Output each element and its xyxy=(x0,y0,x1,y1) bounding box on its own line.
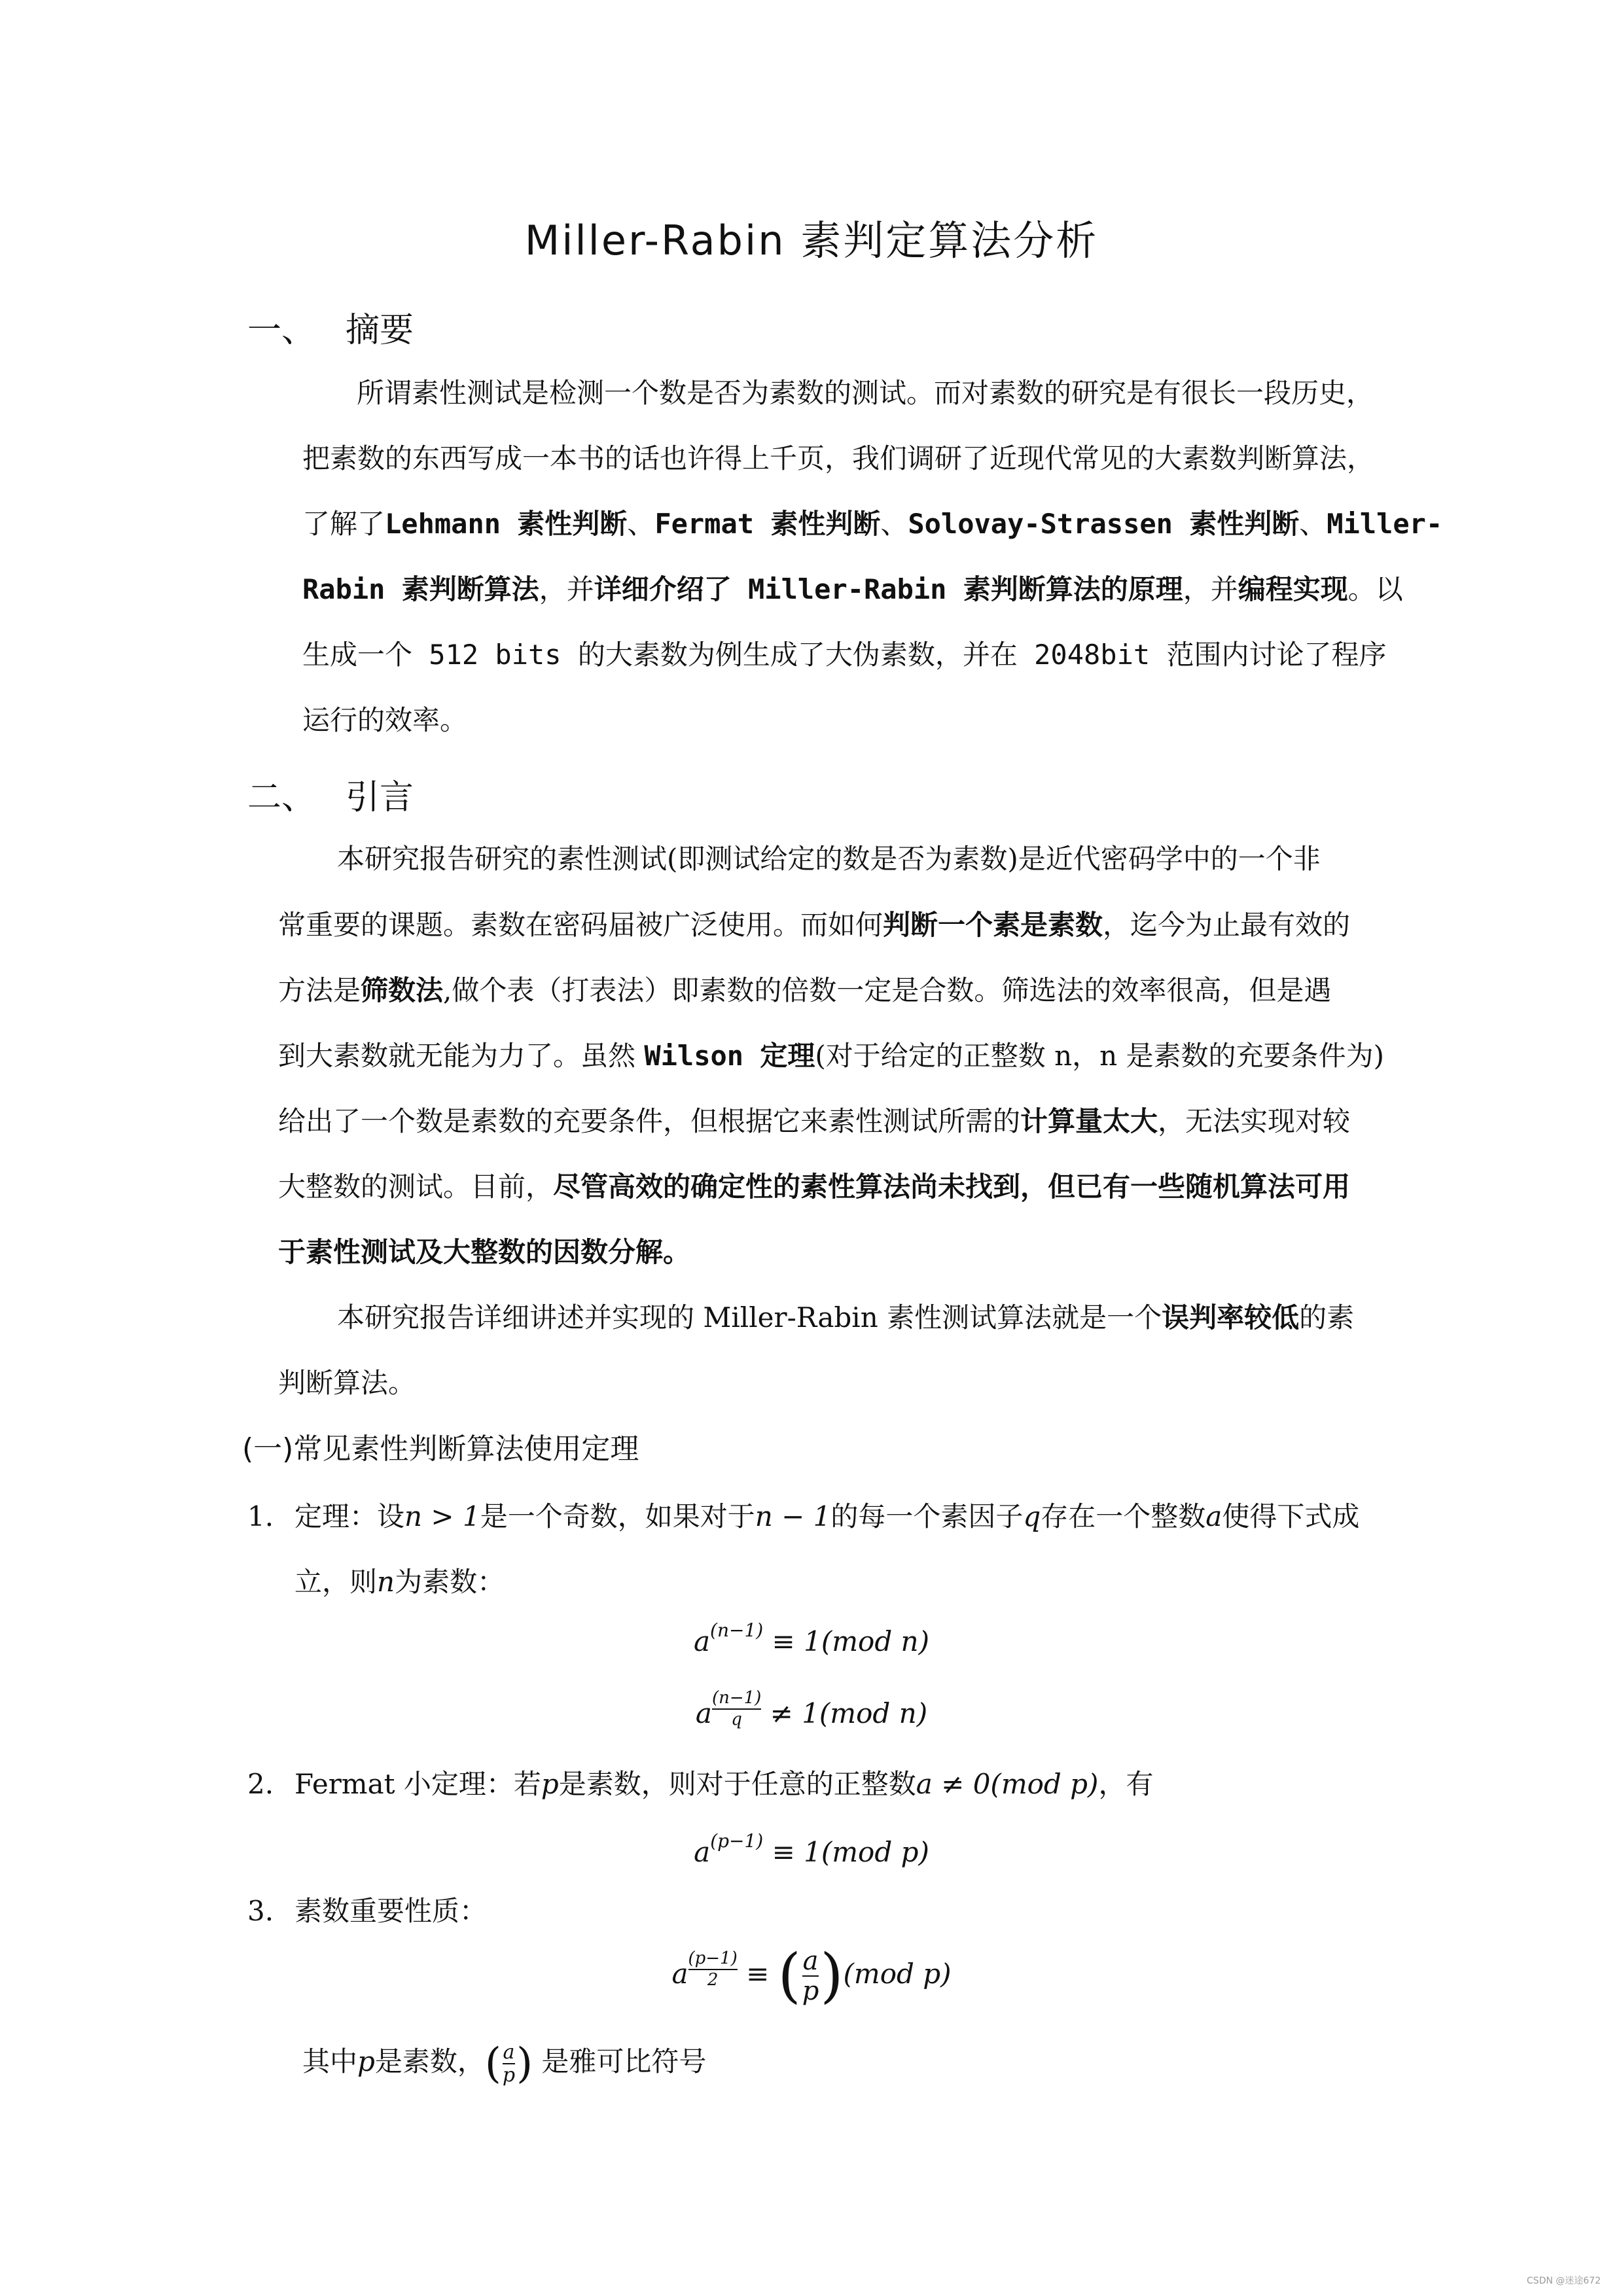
fraction-denominator: p xyxy=(502,2064,516,2087)
legendre-symbol: ( a p ) xyxy=(777,1941,844,2010)
bold-text: Lehmann 素性判断 xyxy=(385,508,628,540)
bold-text: 筛数法 xyxy=(361,974,444,1006)
paragraph-line xyxy=(337,1301,1355,1333)
fraction-numerator: a xyxy=(802,1946,819,1976)
list-number: 1. xyxy=(247,1500,274,1532)
math-expression: (mod p) xyxy=(843,1958,952,1990)
paragraph-line: 所谓素性测试是检测一个数是否为素数的测试。而对素数的研究是有很长一段历史， xyxy=(357,377,1374,409)
paragraph-line: 判断算法。 xyxy=(278,1367,416,1399)
math-inline: n xyxy=(377,1566,395,1598)
watermark: CSDN @迷途672 xyxy=(1526,2276,1601,2286)
bold-text: Rabin 素判断算法 xyxy=(302,573,539,605)
math-inline: n − 1 xyxy=(755,1500,831,1532)
text-run: 是雅可比符号 xyxy=(533,2045,707,2077)
paragraph-line: 本研究报告研究的素性测试(即测试给定的数是否为素数)是近代密码学中的一个非 xyxy=(337,843,1321,875)
paragraph-line xyxy=(278,1173,1350,1201)
bold-text: Fermat 素性判断 xyxy=(654,508,881,540)
text-run: 大整数的测试。目前， xyxy=(278,1171,554,1203)
text-run: (对于给定的正整数 n，n 是素数的充要条件为) xyxy=(815,1040,1384,1072)
text-run: 方法是 xyxy=(278,974,361,1006)
math-operator: ≡ xyxy=(737,1958,778,1990)
text-run: ，迄今为止最有效的 xyxy=(1103,909,1351,941)
equation xyxy=(0,1832,1623,1866)
text-run: ，有 xyxy=(1098,1768,1154,1800)
text-run: 、 xyxy=(880,508,908,540)
bold-text: 详细介绍了 Miller-Rabin 素判断算法的原理 xyxy=(594,573,1183,605)
text-run: ，并 xyxy=(539,573,594,605)
section-heading-introduction xyxy=(247,769,414,819)
text-run: ,做个表（打表法）即素数的倍数一定是合数。筛选法的效率很高，但是遇 xyxy=(443,974,1332,1006)
paragraph-line xyxy=(278,974,1332,1006)
math-exponent: (p−1) xyxy=(710,1830,764,1852)
text-run: 其中 xyxy=(302,2045,358,2077)
bold-text: 判断一个素是素数 xyxy=(883,909,1103,941)
paragraph-line: 把素数的东西写成一本书的话也许得上千页，我们调研了近现代常见的大素数判断算法， xyxy=(302,442,1375,474)
bold-text: 计算量太大 xyxy=(1020,1105,1158,1137)
math-base: a xyxy=(695,1697,712,1729)
text-run: 了解了 xyxy=(302,508,385,540)
list-number: 3. xyxy=(247,1895,274,1927)
paragraph-line xyxy=(302,573,1403,605)
math-inline: p xyxy=(357,2045,375,2077)
text-run: 的每一个素因子 xyxy=(830,1500,1024,1532)
text-run: ，无法实现对较 xyxy=(1158,1105,1351,1137)
bold-text: 误判率较低 xyxy=(1162,1301,1300,1333)
text-run: 是素数，则对于任意的正整数 xyxy=(558,1768,916,1800)
document-title: Miller-Rabin 素判定算法分析 xyxy=(524,217,1099,264)
text-run: 是素数， xyxy=(374,2045,485,2077)
math-expression: ≡ 1(mod n) xyxy=(763,1625,929,1657)
list-item-line: 素数重要性质： xyxy=(294,1895,488,1927)
text-run: 。以 xyxy=(1347,573,1403,605)
paragraph-line xyxy=(278,1236,691,1268)
text-run: ，并 xyxy=(1183,573,1238,605)
text-run: 是一个奇数，如果对于 xyxy=(480,1500,755,1532)
note-line xyxy=(302,2041,706,2086)
paragraph-line: 运行的效率。 xyxy=(302,704,468,736)
section-number: 一、 xyxy=(247,311,316,350)
text-run: 常重要的课题。素数在密码届被广泛使用。而如何 xyxy=(278,909,883,941)
equation xyxy=(0,1941,1623,2010)
list-number: 2. xyxy=(247,1768,274,1800)
math-inline: a ≠ 0(mod p) xyxy=(916,1768,1099,1800)
subsection-heading: (一)常见素性判断算法使用定理 xyxy=(242,1432,639,1466)
math-base: a xyxy=(671,1958,688,1990)
bold-text: 于素性测试及大整数的因数分解。 xyxy=(278,1236,691,1268)
text-run: 存在一个整数 xyxy=(1041,1500,1206,1532)
jacobi-symbol: ( a p ) xyxy=(484,2040,533,2088)
math-exponent: (n−1) xyxy=(710,1619,764,1641)
fraction-denominator: 2 xyxy=(707,1970,719,1990)
paragraph-line xyxy=(278,1042,1384,1070)
fraction-numerator: a xyxy=(503,2041,515,2064)
fraction-denominator: p xyxy=(802,1976,819,2006)
fraction-exponent xyxy=(688,1950,738,1990)
list-item-line xyxy=(294,1568,505,1596)
bold-text: Miller- xyxy=(1327,508,1443,540)
math-base: a xyxy=(694,1836,711,1868)
text-run: 给出了一个数是素数的充要条件，但根据它来素性测试所需的 xyxy=(278,1105,1021,1137)
bold-text: Solovay-Strassen 素性判断 xyxy=(908,508,1300,540)
math-inline: a xyxy=(1205,1500,1222,1532)
text-run: Fermat 小定理：若 xyxy=(294,1768,541,1800)
paragraph-line: 生成一个 512 bits 的大素数为例生成了大伪素数，并在 2048bit 范围内讨论了程序 xyxy=(302,639,1387,671)
math-expression: ≠ 1(mod n) xyxy=(761,1697,928,1729)
text-run: 定理：设 xyxy=(294,1500,405,1532)
text-run: 到大素数就无能为力了。虽然 xyxy=(278,1040,645,1072)
fraction-denominator: q xyxy=(731,1710,742,1730)
math-inline: p xyxy=(541,1768,559,1800)
bold-text: 尽管高效的确定性的素性算法尚未找到，但已有一些随机算法可用 xyxy=(553,1171,1351,1203)
equation xyxy=(0,1689,1623,1729)
text-run: 本研究报告详细讲述并实现的 Miller-Rabin 素性测试算法就是一个 xyxy=(337,1301,1162,1333)
math-inline: n > 1 xyxy=(404,1500,480,1532)
fraction-numerator: (p−1) xyxy=(688,1949,738,1968)
fraction-exponent xyxy=(712,1689,761,1729)
section-title: 摘要 xyxy=(346,311,414,350)
paragraph-line xyxy=(278,911,1350,939)
text-run: 为素数： xyxy=(395,1566,505,1598)
text-run: 、 xyxy=(627,508,655,540)
bold-text: 编程实现 xyxy=(1238,573,1348,605)
section-number: 二、 xyxy=(247,778,316,817)
list-item-line xyxy=(294,1768,1154,1800)
fraction-numerator: (n−1) xyxy=(711,1688,762,1708)
text-run: 使得下式成 xyxy=(1222,1500,1360,1532)
math-expression: ≡ 1(mod p) xyxy=(763,1836,929,1868)
math-inline: q xyxy=(1023,1500,1041,1532)
paragraph-line xyxy=(302,510,1442,538)
paragraph-line xyxy=(278,1105,1351,1137)
equation xyxy=(0,1621,1623,1655)
section-title: 引言 xyxy=(346,778,414,817)
text-run: 、 xyxy=(1299,508,1327,540)
list-item-line xyxy=(294,1500,1360,1532)
text-run: 的素 xyxy=(1299,1301,1355,1333)
bold-text: Wilson 定理 xyxy=(644,1040,815,1072)
section-heading-abstract xyxy=(247,302,414,351)
text-run: 立，则 xyxy=(294,1566,378,1598)
math-base: a xyxy=(694,1625,711,1657)
